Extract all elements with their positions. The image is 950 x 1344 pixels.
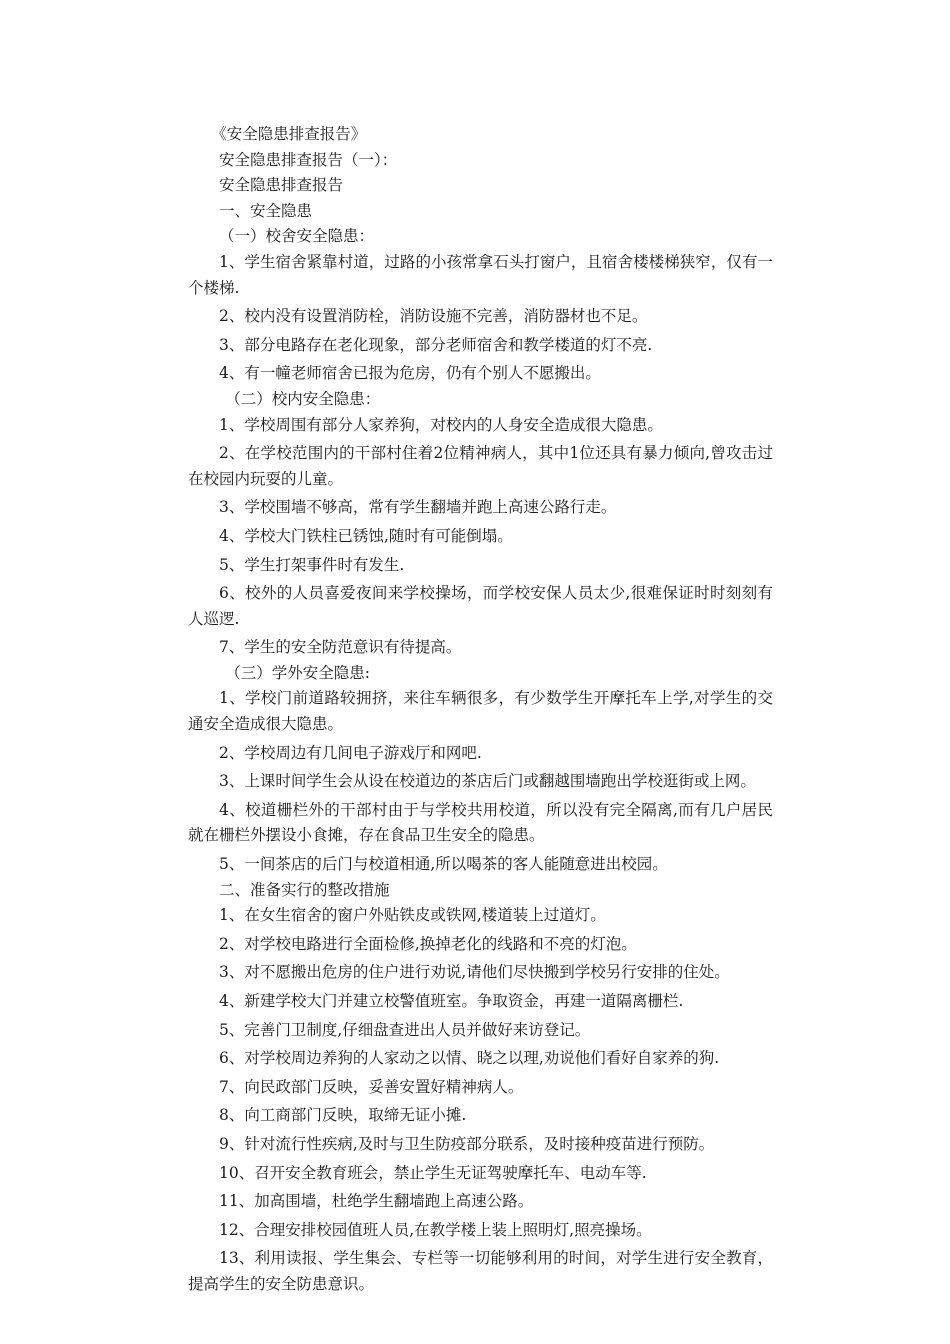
subsection-3-title: （三）学外安全隐患: (225, 663, 370, 682)
list-item: 3、学校围墙不够高，常有学生翻墙并跑上高速公路行走。 (219, 498, 617, 517)
list-item: 7、向民政部门反映，妥善安置好精神病人。 (219, 1077, 524, 1096)
subsection-2-list (188, 413, 773, 661)
report-heading: 安全隐患排查报告 (219, 176, 344, 195)
list-item: 5、完善门卫制度,仔细盘查进出人员并做好来访登记。 (219, 1020, 591, 1039)
subsection-1-title: （一）校舍安全隐患： (219, 227, 375, 246)
list-item: 1、学校周围有部分人家养狗，对校内的人身安全造成很大隐患。 (219, 415, 663, 434)
list-item: 6、对学校周边养狗的人家动之以情、晓之以理,劝说他们看好自家养的狗. (219, 1049, 720, 1068)
list-item: 8、向工商部门反映，取缔无证小摊. (219, 1106, 467, 1125)
list-item: 3、上课时间学生会从设在校道边的茶店后门或翻越围墙跑出学校逛街或上网。 (219, 772, 756, 791)
list-item: 3、部分电路存在老化现象，部分老师宿舍和教学楼道的灯不亮. (219, 335, 653, 354)
list-item: 1、学校门前道路较拥挤，来往车辆很多，有少数学生开摩托车上学,对学生的交通安全造成很大隐患。 (188, 689, 773, 734)
list-item: 12、合理安排校园值班人员,在教学楼上装上照明灯,照亮操场。 (219, 1220, 652, 1239)
subsection-3-list (188, 686, 773, 877)
list-item: 9、针对流行性疾病,及时与卫生防疫部分联系，及时接种疫苗进行预防。 (219, 1134, 715, 1153)
list-item: 4、校道栅栏外的干部村由于与学校共用校道，所以没有完全隔离,而有几户居民就在栅栏外摆设小食摊，存在食品卫生安全的隐患。 (188, 800, 773, 845)
list-item: 2、对学校电路进行全面检修,换掉老化的线路和不亮的灯泡。 (219, 934, 637, 953)
list-item: 1、学生宿舍紧靠村道，过路的小孩常拿石头打窗户，且宿舍楼楼梯狭窄，仅有一个楼梯. (188, 252, 773, 297)
report-heading-part1: 安全隐患排查报告（一）： (219, 150, 398, 169)
list-item: 7、学生的安全防范意识有待提高。 (219, 638, 462, 657)
subsection-2-title: （二）校内安全隐患： (225, 389, 381, 408)
list-item: 2、校内没有设置消防栓，消防设施不完善，消防器材也不足。 (219, 307, 648, 326)
list-item: 2、学校周边有几间电子游戏厅和网吧. (219, 743, 482, 762)
list-item: 11、加高围墙，杜绝学生翻墙跑上高速公路。 (219, 1192, 534, 1211)
section-2-title: 二、准备实行的整改措施 (219, 880, 390, 899)
list-item: 2、在学校范围内的干部村住着2位精神病人，其中1位还具有暴力倾向,曾攻击过在校园内玩耍的儿童。 (188, 444, 773, 488)
list-item: 10、召开安全教育班会，禁止学生无证驾驶摩托车、电动车等. (219, 1163, 647, 1182)
list-item: 3、对不愿搬出危房的住户进行劝说,请他们尽快搬到学校另行安排的住处。 (219, 963, 730, 982)
list-item: 1、在女生宿舍的窗户外贴铁皮或铁网,楼道装上过道灯。 (219, 906, 606, 925)
list-item: 5、一间茶店的后门与校道相通,所以喝茶的客人能随意进出校园。 (219, 855, 668, 874)
document-body (188, 122, 773, 1298)
list-item: 13、利用读报、学生集会、专栏等一切能够利用的时间，对学生进行安全教育，提高学生的安全防患意识。 (188, 1249, 773, 1293)
list-item: 4、有一幢老师宿舍已报为危房，仍有个别人不愿搬出。 (219, 364, 601, 383)
section-1-title: 一、安全隐患 (219, 201, 313, 220)
list-item: 4、新建学校大门并建立校警值班室。争取资金，再建一道隔离栅栏. (219, 992, 684, 1010)
list-item: 5、学生打架事件时有发生. (219, 555, 405, 574)
list-item: 6、校外的人员喜爱夜间来学校操场，而学校安保人员太少,很难保证时时刻刻有人巡逻. (188, 584, 773, 628)
section-2-list (188, 903, 773, 1297)
document-title: 《安全隐患排查报告》 (211, 125, 367, 143)
list-item: 4、学校大门铁柱已锈蚀,随时有可能倒塌。 (219, 526, 513, 545)
subsection-1-list (188, 250, 773, 387)
